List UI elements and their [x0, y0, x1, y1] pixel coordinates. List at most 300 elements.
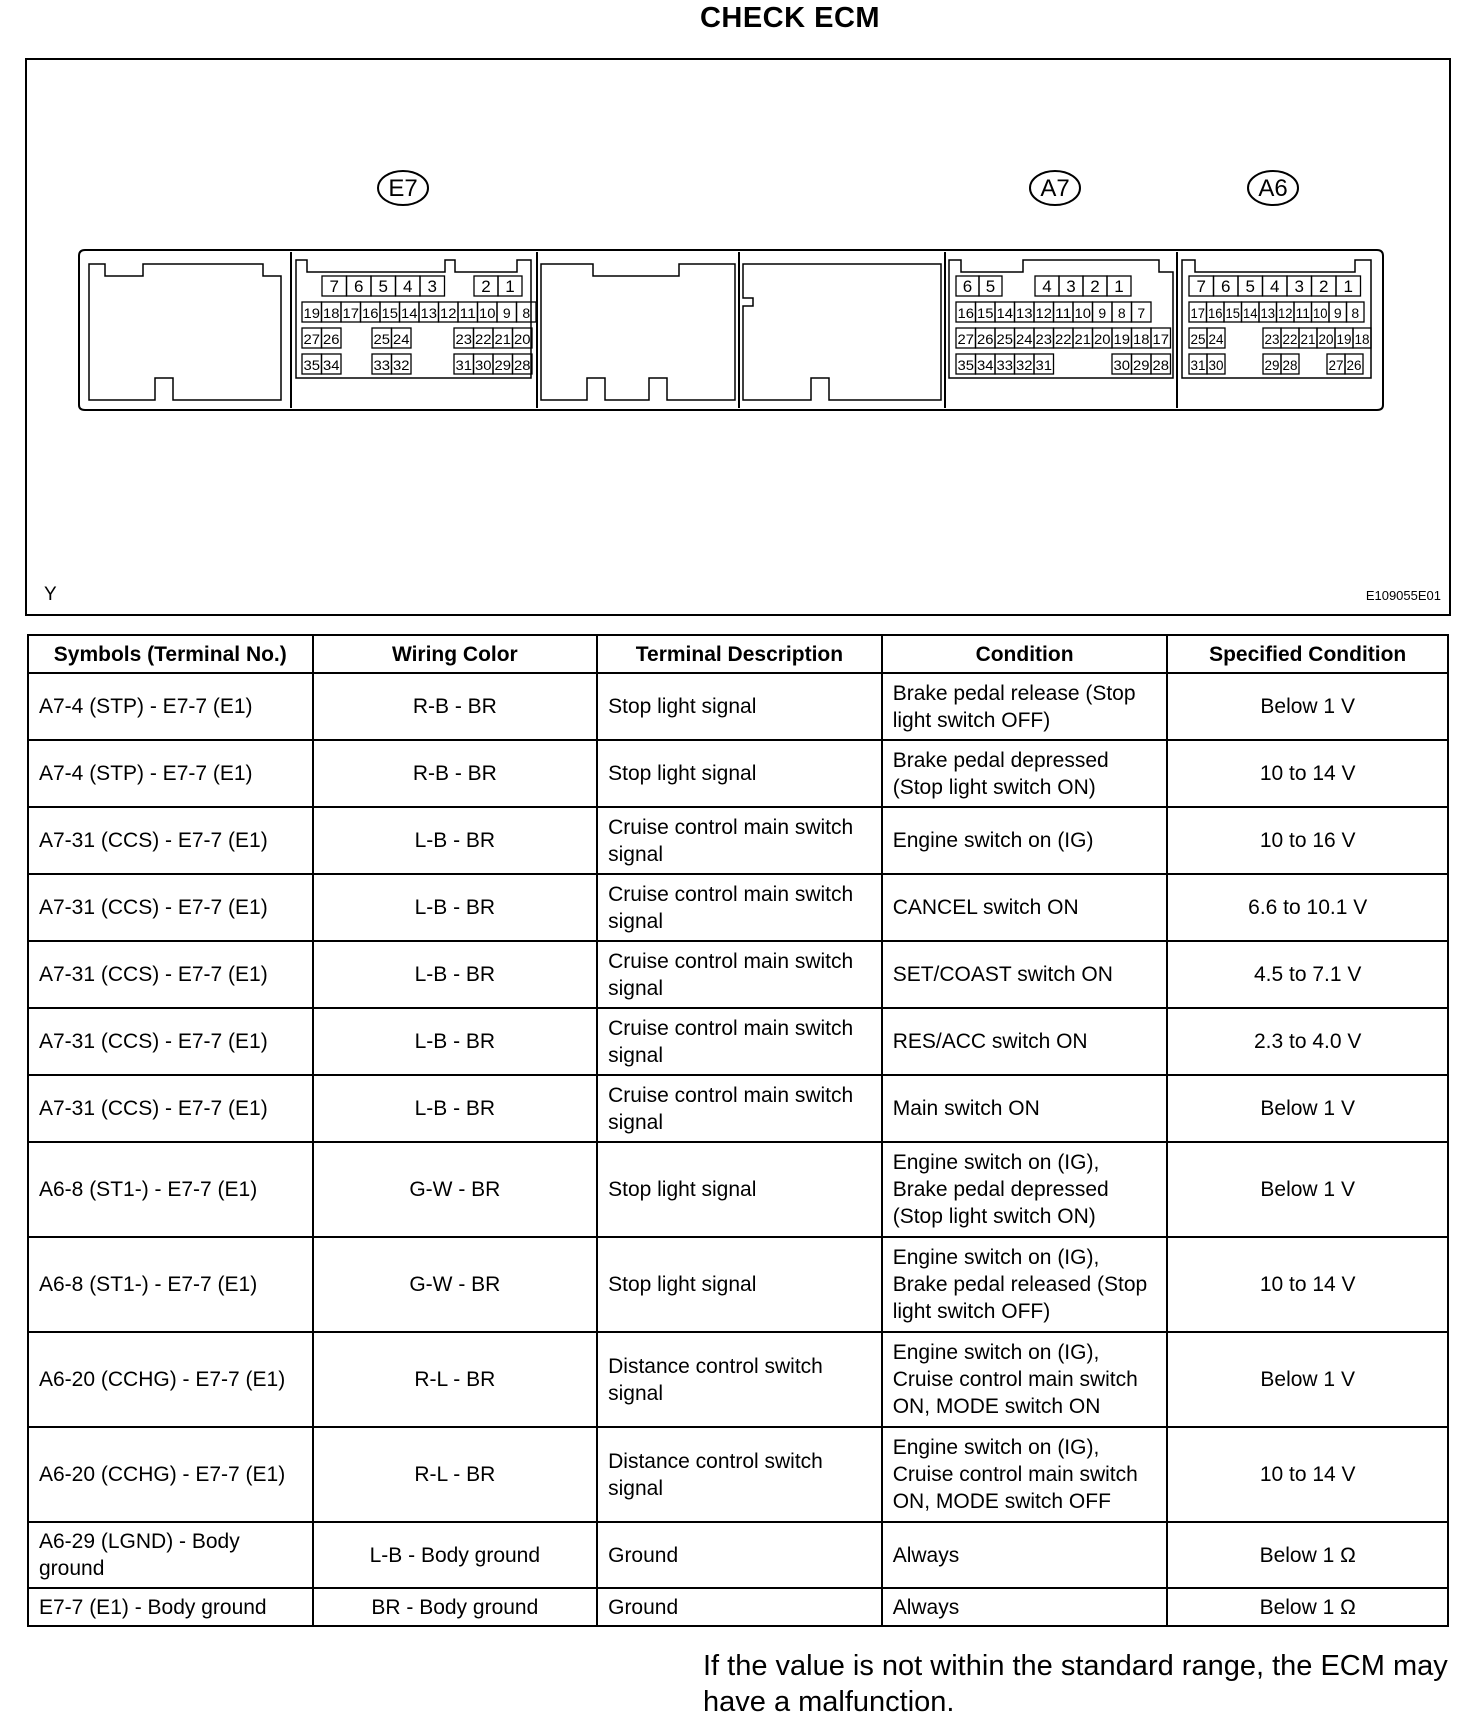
- a7-pin: [1054, 302, 1074, 322]
- a6-pin: [1189, 354, 1207, 374]
- cell-terminal-description: Stop light signal: [597, 673, 882, 740]
- cell-condition: Brake pedal release (Stop light switch OFF): [882, 673, 1168, 740]
- svg-text:17: 17: [1190, 305, 1206, 321]
- cell-specified-condition: 2.3 to 4.0 V: [1167, 1008, 1448, 1075]
- e7-pin: [458, 302, 478, 322]
- a6-pin: [1189, 328, 1207, 348]
- a6-pin: [1189, 302, 1207, 322]
- a6-pin: [1312, 302, 1330, 322]
- svg-text:1: 1: [1343, 277, 1353, 296]
- cell-specified-condition: 4.5 to 7.1 V: [1167, 941, 1448, 1008]
- svg-text:27: 27: [303, 331, 321, 347]
- cell-condition: Brake pedal depressed (Stop light switch ON): [882, 740, 1168, 807]
- a6-pin: [1214, 276, 1239, 296]
- cell-symbols: A7-31 (CCS) - E7-7 (E1): [28, 941, 313, 1008]
- cell-specified-condition: Below 1 V: [1167, 1332, 1448, 1427]
- svg-text:24: 24: [1016, 331, 1033, 347]
- svg-text:27: 27: [1328, 357, 1344, 373]
- a7-pin: [1015, 354, 1035, 374]
- e7-pin: [513, 354, 533, 374]
- cell-specified-condition: Below 1 V: [1167, 1075, 1448, 1142]
- a6-pin: [1347, 302, 1365, 322]
- a6-pin: [1263, 276, 1288, 296]
- svg-text:19: 19: [303, 305, 321, 321]
- cell-wiring-color: G-W - BR: [313, 1237, 598, 1332]
- svg-text:19: 19: [1336, 331, 1352, 347]
- svg-text:28: 28: [514, 357, 531, 373]
- e7-pin: [513, 328, 533, 348]
- svg-text:7: 7: [1137, 305, 1146, 321]
- e7-pin: [372, 354, 392, 374]
- e7-pin: [454, 328, 474, 348]
- e7-pin: [392, 328, 412, 348]
- cell-wiring-color: L-B - BR: [313, 874, 598, 941]
- cell-condition: Engine switch on (IG), Brake pedal depressed (Stop light switch ON): [882, 1142, 1168, 1237]
- cell-condition: Always: [882, 1522, 1168, 1588]
- cell-terminal-description: Distance control switch signal: [597, 1332, 882, 1427]
- svg-text:7: 7: [329, 277, 339, 296]
- svg-text:4: 4: [1042, 277, 1052, 296]
- a6-pin: [1345, 354, 1363, 374]
- cell-wiring-color: G-W - BR: [313, 1142, 598, 1237]
- svg-text:6: 6: [962, 277, 973, 296]
- svg-text:34: 34: [977, 357, 994, 373]
- svg-text:15: 15: [381, 305, 399, 321]
- e7-pin: [302, 328, 322, 348]
- svg-text:21: 21: [1300, 331, 1316, 347]
- connector-diagram-svg: [27, 60, 1449, 614]
- svg-text:E7: E7: [388, 175, 418, 202]
- svg-text:12: 12: [1278, 305, 1293, 321]
- e7-pin: [380, 302, 400, 322]
- a7-pin: [1015, 302, 1035, 322]
- a6-pin: [1353, 328, 1371, 348]
- footnote: If the value is not within the standard range, the ECM may have a malfunction.: [703, 1650, 1448, 1718]
- e7-pin: [396, 276, 421, 296]
- cell-condition: Engine switch on (IG): [882, 807, 1168, 874]
- cell-specified-condition: 10 to 14 V: [1167, 1427, 1448, 1522]
- cell-condition: CANCEL switch ON: [882, 874, 1168, 941]
- svg-text:28: 28: [1282, 357, 1298, 373]
- svg-text:24: 24: [1208, 331, 1224, 347]
- cell-specified-condition: 10 to 16 V: [1167, 807, 1448, 874]
- cell-terminal-description: Cruise control main switch signal: [597, 874, 882, 941]
- svg-text:35: 35: [957, 357, 975, 373]
- a6-pin: [1263, 354, 1281, 374]
- cell-wiring-color: L-B - BR: [313, 941, 598, 1008]
- svg-text:20: 20: [514, 331, 531, 347]
- svg-text:26: 26: [977, 331, 994, 347]
- svg-text:31: 31: [455, 357, 473, 373]
- e7-pin: [322, 302, 342, 322]
- a6-pin: [1189, 276, 1214, 296]
- a6-pin: [1299, 328, 1317, 348]
- e7-pin: [341, 302, 361, 322]
- e7-pin: [439, 302, 459, 322]
- cell-wiring-color: R-L - BR: [313, 1332, 598, 1427]
- table-row: [28, 1332, 1448, 1427]
- ecm-block-3: [541, 264, 735, 400]
- svg-text:14: 14: [401, 305, 418, 321]
- a6-pin: [1329, 302, 1347, 322]
- svg-text:27: 27: [957, 331, 975, 347]
- e7-pin: [497, 302, 517, 322]
- svg-text:19: 19: [1113, 331, 1131, 347]
- cell-terminal-description: Distance control switch signal: [597, 1427, 882, 1522]
- svg-text:26: 26: [1346, 357, 1362, 373]
- svg-text:20: 20: [1094, 331, 1111, 347]
- svg-text:32: 32: [1016, 357, 1033, 373]
- svg-text:20: 20: [1318, 331, 1334, 347]
- cell-symbols: A6-29 (LGND) - Body ground: [28, 1522, 313, 1588]
- cell-wiring-color: R-B - BR: [313, 673, 598, 740]
- cell-symbols: A7-31 (CCS) - E7-7 (E1): [28, 1075, 313, 1142]
- svg-text:30: 30: [1208, 357, 1224, 373]
- svg-text:A6: A6: [1258, 175, 1288, 202]
- svg-text:23: 23: [1035, 331, 1053, 347]
- svg-text:34: 34: [323, 357, 340, 373]
- a6-pin: [1277, 302, 1295, 322]
- e7-pin: [474, 354, 494, 374]
- e7-pin: [372, 328, 392, 348]
- svg-text:31: 31: [1190, 357, 1206, 373]
- svg-text:12: 12: [1035, 305, 1053, 321]
- svg-text:15: 15: [977, 305, 994, 321]
- svg-text:10: 10: [1074, 305, 1092, 321]
- svg-text:26: 26: [323, 331, 340, 347]
- svg-text:16: 16: [362, 305, 379, 321]
- a6-pin: [1336, 276, 1361, 296]
- svg-text:33: 33: [996, 357, 1014, 373]
- cell-wiring-color: L-B - BR: [313, 807, 598, 874]
- cell-condition: SET/COAST switch ON: [882, 941, 1168, 1008]
- table-row: [28, 740, 1448, 807]
- e7-label: [378, 171, 428, 205]
- svg-text:24: 24: [393, 331, 410, 347]
- e7-pin: [498, 276, 522, 296]
- header-symbols: Symbols (Terminal No.): [28, 635, 313, 673]
- e7-pin: [302, 354, 322, 374]
- svg-text:2: 2: [1090, 277, 1100, 296]
- a6-pin: [1224, 302, 1242, 322]
- cell-specified-condition: 10 to 14 V: [1167, 740, 1448, 807]
- svg-text:21: 21: [494, 331, 512, 347]
- a7-pin: [1093, 302, 1113, 322]
- a7-pin: [976, 328, 996, 348]
- a7-pin: [956, 328, 976, 348]
- e7-pin: [478, 302, 498, 322]
- cell-specified-condition: Below 1 V: [1167, 1142, 1448, 1237]
- e7-pin: [493, 328, 513, 348]
- cell-condition: Engine switch on (IG), Cruise control main switch ON, MODE switch ON: [882, 1332, 1168, 1427]
- a6-pin: [1294, 302, 1312, 322]
- svg-text:5: 5: [1245, 277, 1255, 296]
- e7-pin: [347, 276, 372, 296]
- cell-terminal-description: Ground: [597, 1522, 882, 1588]
- e7-pin: [493, 354, 513, 374]
- a7-pin: [976, 302, 996, 322]
- table-row: [28, 1237, 1448, 1332]
- table-row: [28, 941, 1448, 1008]
- a7-pin: [1132, 354, 1152, 374]
- page-title-text: CHECK ECM: [699, 2, 881, 34]
- cell-symbols: A6-8 (ST1-) - E7-7 (E1): [28, 1142, 313, 1237]
- a7-pin: [1054, 328, 1074, 348]
- svg-text:35: 35: [303, 357, 321, 373]
- a6-label: [1248, 171, 1298, 205]
- cell-wiring-color: BR - Body ground: [313, 1588, 598, 1626]
- svg-text:4: 4: [1270, 277, 1280, 296]
- cell-wiring-color: L-B - BR: [313, 1075, 598, 1142]
- cell-terminal-description: Stop light signal: [597, 1237, 882, 1332]
- svg-text:25: 25: [1190, 331, 1206, 347]
- a6-pin: [1207, 328, 1225, 348]
- svg-text:18: 18: [323, 305, 340, 321]
- a7-pin: [1132, 302, 1152, 322]
- table-row: [28, 1522, 1448, 1588]
- a7-pin: [1093, 328, 1113, 348]
- svg-text:8: 8: [1117, 305, 1126, 321]
- svg-text:3: 3: [1294, 277, 1304, 296]
- e7-pin: [322, 276, 347, 296]
- svg-text:11: 11: [1295, 305, 1311, 321]
- cell-wiring-color: R-B - BR: [313, 740, 598, 807]
- a7-pin: [1073, 302, 1093, 322]
- svg-text:17: 17: [342, 305, 360, 321]
- cell-symbols: A6-20 (CCHG) - E7-7 (E1): [28, 1332, 313, 1427]
- a6-pin: [1207, 354, 1225, 374]
- svg-text:11: 11: [459, 305, 477, 321]
- svg-text:21: 21: [1074, 331, 1092, 347]
- svg-text:11: 11: [1055, 305, 1072, 321]
- a6-pin: [1263, 328, 1281, 348]
- a7-pin: [1083, 276, 1107, 296]
- svg-text:16: 16: [957, 305, 975, 321]
- cell-condition: Always: [882, 1588, 1168, 1626]
- a7-pin: [1107, 276, 1131, 296]
- cell-symbols: A6-8 (ST1-) - E7-7 (E1): [28, 1237, 313, 1332]
- cell-condition: Engine switch on (IG), Brake pedal released (Stop light switch OFF): [882, 1237, 1168, 1332]
- svg-text:22: 22: [475, 331, 492, 347]
- a7-pin: [1112, 328, 1132, 348]
- a7-pin: [1151, 328, 1171, 348]
- header-specified-condition: Specified Condition: [1167, 635, 1448, 673]
- cell-symbols: A7-31 (CCS) - E7-7 (E1): [28, 807, 313, 874]
- header-condition: Condition: [882, 635, 1168, 673]
- svg-text:14: 14: [996, 305, 1014, 321]
- svg-text:29: 29: [1133, 357, 1150, 373]
- svg-text:15: 15: [1225, 305, 1241, 321]
- a7-pin: [956, 302, 976, 322]
- svg-text:5: 5: [985, 277, 996, 296]
- cell-terminal-description: Stop light signal: [597, 1142, 882, 1237]
- e7-pin: [474, 328, 494, 348]
- svg-text:2: 2: [1319, 277, 1329, 296]
- a7-pin: [995, 328, 1015, 348]
- a7-pin: [1112, 302, 1132, 322]
- cell-symbols: A7-31 (CCS) - E7-7 (E1): [28, 1008, 313, 1075]
- svg-text:5: 5: [378, 277, 388, 296]
- svg-text:18: 18: [1354, 331, 1370, 347]
- header-wiring-color: Wiring Color: [313, 635, 598, 673]
- svg-text:30: 30: [1113, 357, 1131, 373]
- svg-text:6: 6: [354, 277, 364, 296]
- cell-wiring-color: L-B - Body ground: [313, 1522, 598, 1588]
- a7-pin: [1034, 302, 1054, 322]
- cell-symbols: E7-7 (E1) - Body ground: [28, 1588, 313, 1626]
- table-row: [28, 673, 1448, 740]
- cell-specified-condition: Below 1 Ω: [1167, 1588, 1448, 1626]
- svg-text:13: 13: [1016, 305, 1033, 321]
- svg-text:12: 12: [440, 305, 457, 321]
- svg-text:29: 29: [1264, 357, 1280, 373]
- svg-text:8: 8: [522, 305, 531, 321]
- a7-pin: [995, 354, 1015, 374]
- a6-pin: [1312, 276, 1337, 296]
- svg-text:23: 23: [455, 331, 473, 347]
- svg-text:31: 31: [1035, 357, 1053, 373]
- svg-text:30: 30: [475, 357, 492, 373]
- a7-pin: [1073, 328, 1093, 348]
- svg-text:1: 1: [1114, 277, 1124, 296]
- cell-specified-condition: 6.6 to 10.1 V: [1167, 874, 1448, 941]
- a6-pin: [1259, 302, 1277, 322]
- e7-pin: [322, 354, 342, 374]
- table-row: [28, 807, 1448, 874]
- e7-pin: [361, 302, 381, 322]
- e7-pin: [420, 276, 445, 296]
- svg-text:33: 33: [373, 357, 391, 373]
- svg-text:4: 4: [403, 277, 413, 296]
- a7-pin: [1151, 354, 1171, 374]
- a7-connector-pins: [949, 260, 1173, 378]
- a7-pin: [956, 276, 979, 296]
- a7-pin: [1015, 328, 1035, 348]
- cell-condition: RES/ACC switch ON: [882, 1008, 1168, 1075]
- a7-pin: [1034, 328, 1054, 348]
- cell-wiring-color: R-L - BR: [313, 1427, 598, 1522]
- cell-specified-condition: Below 1 Ω: [1167, 1522, 1448, 1588]
- svg-text:3: 3: [1066, 277, 1076, 296]
- svg-text:18: 18: [1133, 331, 1150, 347]
- svg-text:25: 25: [996, 331, 1014, 347]
- ecm-block-4: [743, 264, 941, 400]
- svg-text:3: 3: [427, 277, 437, 296]
- cell-symbols: A7-31 (CCS) - E7-7 (E1): [28, 874, 313, 941]
- terminal-spec-table: [27, 634, 1449, 1627]
- table-header-row: [28, 635, 1448, 673]
- svg-text:1: 1: [505, 277, 515, 296]
- e7-pin: [419, 302, 439, 322]
- table-row: [28, 1008, 1448, 1075]
- svg-text:9: 9: [1098, 305, 1107, 321]
- figure-code: E109055E01: [1365, 588, 1441, 603]
- table-row: [28, 874, 1448, 941]
- a7-label: [1030, 171, 1080, 205]
- svg-text:22: 22: [1282, 331, 1298, 347]
- e7-pin: [322, 328, 342, 348]
- svg-text:10: 10: [479, 305, 496, 321]
- a6-pin: [1287, 276, 1312, 296]
- cell-terminal-description: Stop light signal: [597, 740, 882, 807]
- cell-wiring-color: L-B - BR: [313, 1008, 598, 1075]
- a6-pin: [1281, 328, 1299, 348]
- a7-pin: [976, 354, 996, 374]
- a6-pin: [1281, 354, 1299, 374]
- cell-terminal-description: Cruise control main switch signal: [597, 807, 882, 874]
- svg-text:23: 23: [1264, 331, 1280, 347]
- svg-text:6: 6: [1221, 277, 1231, 296]
- e7-pin: [474, 276, 498, 296]
- a6-pin: [1327, 354, 1345, 374]
- svg-text:17: 17: [1152, 331, 1170, 347]
- svg-text:25: 25: [373, 331, 391, 347]
- cell-symbols: A7-4 (STP) - E7-7 (E1): [28, 740, 313, 807]
- a7-pin: [1059, 276, 1083, 296]
- e7-pin: [454, 354, 474, 374]
- header-terminal-description: Terminal Description: [597, 635, 882, 673]
- a7-pin: [1035, 276, 1059, 296]
- table-row: [28, 1588, 1448, 1626]
- e7-pin: [371, 276, 396, 296]
- e7-pin: [392, 354, 412, 374]
- cell-terminal-description: Cruise control main switch signal: [597, 1075, 882, 1142]
- a6-connector-pins: [1182, 260, 1371, 378]
- a7-pin: [1132, 328, 1152, 348]
- svg-text:14: 14: [1243, 305, 1258, 321]
- table-row: [28, 1142, 1448, 1237]
- e7-pin: [517, 302, 537, 322]
- cell-symbols: A7-4 (STP) - E7-7 (E1): [28, 673, 313, 740]
- frame-letter: Y: [44, 584, 57, 605]
- cell-terminal-description: Cruise control main switch signal: [597, 941, 882, 1008]
- e7-connector-pins: [296, 260, 536, 378]
- e7-pin: [400, 302, 420, 322]
- a6-pin: [1242, 302, 1260, 322]
- e7-pin: [302, 302, 322, 322]
- ecm-block-1: [89, 264, 281, 400]
- svg-text:32: 32: [393, 357, 410, 373]
- table-row: [28, 1075, 1448, 1142]
- svg-text:A7: A7: [1040, 175, 1070, 202]
- table-row: [28, 1427, 1448, 1522]
- svg-text:13: 13: [1260, 305, 1276, 321]
- a6-pin: [1238, 276, 1263, 296]
- svg-text:9: 9: [1333, 305, 1342, 321]
- svg-text:16: 16: [1208, 305, 1223, 321]
- svg-text:8: 8: [1351, 305, 1360, 321]
- a7-pin: [995, 302, 1015, 322]
- cell-terminal-description: Ground: [597, 1588, 882, 1626]
- a6-pin: [1207, 302, 1225, 322]
- svg-text:28: 28: [1152, 357, 1170, 373]
- a7-pin: [1112, 354, 1132, 374]
- svg-text:13: 13: [420, 305, 438, 321]
- a7-pin: [956, 354, 976, 374]
- a7-pin: [979, 276, 1002, 296]
- a7-pin: [1034, 354, 1054, 374]
- svg-text:22: 22: [1055, 331, 1072, 347]
- cell-specified-condition: Below 1 V: [1167, 673, 1448, 740]
- cell-terminal-description: Cruise control main switch signal: [597, 1008, 882, 1075]
- svg-text:2: 2: [481, 277, 491, 296]
- svg-text:9: 9: [502, 305, 511, 321]
- svg-text:10: 10: [1313, 305, 1328, 321]
- svg-text:7: 7: [1196, 277, 1206, 296]
- ecm-connector-outline: [79, 250, 1383, 410]
- cell-condition: Main switch ON: [882, 1075, 1168, 1142]
- connector-diagram: [25, 58, 1451, 616]
